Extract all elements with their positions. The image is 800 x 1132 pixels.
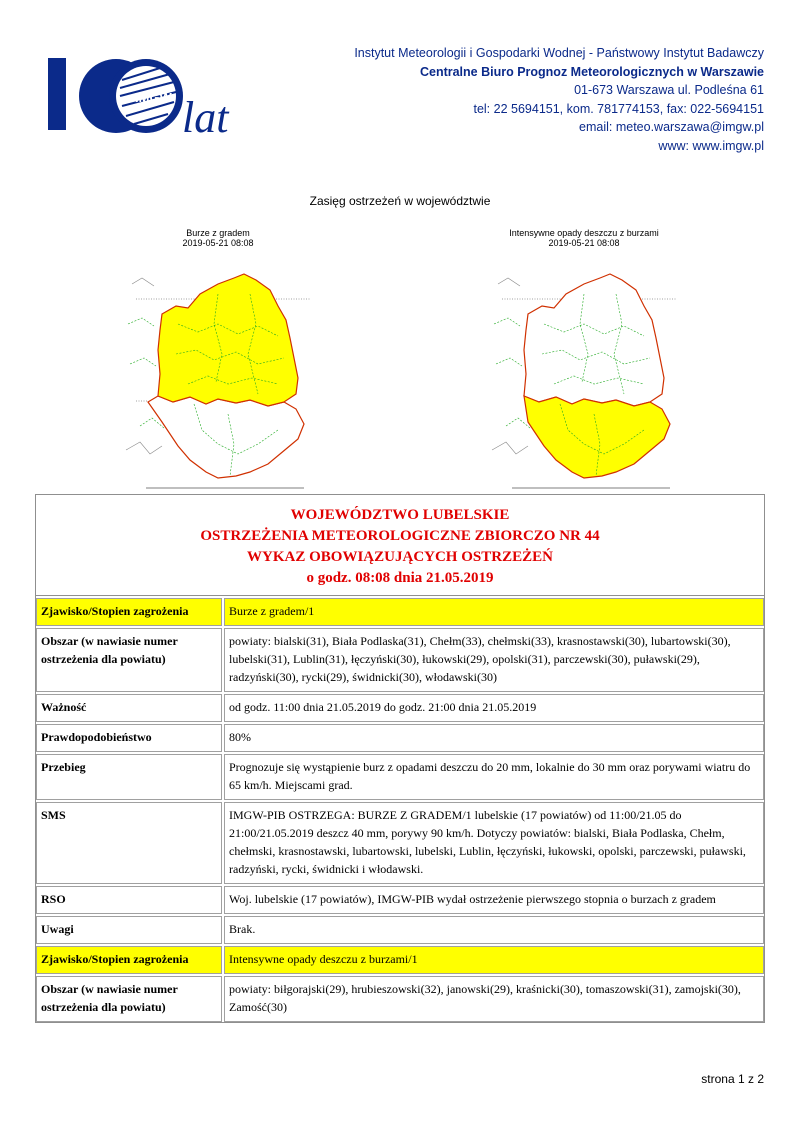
row-value: Brak.: [224, 916, 764, 944]
table-row-phenomenon: [36, 596, 764, 626]
map-heavy-rain: [484, 228, 684, 496]
svg-text:IMGW: IMGW: [135, 90, 172, 105]
heading-voivodeship: WOJEWÓDZTWO LUBELSKIE: [290, 507, 510, 523]
row-value: IMGW-PIB OSTRZEGA: BURZE Z GRADEM/1 lubelskie (17 powiatów) od 11:00/21.05 do 21:00/21.05.2019 deszcz 40 mm, porywy 90 km/h. Dotyczy powiatów: bialski, Biała Podlaska, Chełm, chełmski, krasnostawski, lubartowski, lubelski, Lublin, łęczyński, łukowski, opolski, parczewski, puławski, radzyński, rycki, świdnicki i włodawski.: [224, 802, 764, 884]
maps-title: Zasięg ostrzeżeń w województwie: [309, 194, 491, 208]
row-label: Zjawisko/Stopien zagrożenia: [36, 946, 222, 974]
table-heading: [36, 495, 764, 596]
svg-text:lat: lat: [182, 93, 229, 140]
heading-time: o godz. 08:08 dnia 21.05.2019: [306, 570, 494, 586]
table-row-area: [36, 974, 764, 1022]
heading-list-title: WYKAZ OBOWIĄZUJĄCYCH OSTRZEŻEŃ: [247, 549, 553, 565]
map-caption-name: Intensywne opady deszczu z burzami: [509, 228, 659, 238]
row-label: Obszar (w nawiasie numer ostrzeżenia dla powiatu): [36, 976, 222, 1022]
table-row-remarks: [36, 914, 764, 944]
table-row-area: [36, 626, 764, 692]
row-label: Przebieg: [36, 754, 222, 800]
map-caption-date: 2019-05-21 08:08: [182, 238, 254, 248]
row-value: powiaty: bialski(31), Biała Podlaska(31), Chełm(33), chełmski(33), krasnostawski(30), lubartowski(30), lubelski(31), Lublin(31), łęczyński(30), łukowski(29), opolski(31), parczewski(30), puławski(29), radzyński(30), rycki(29), świdnicki(30), włodawski(30): [224, 628, 764, 692]
row-label: Ważność: [36, 694, 222, 722]
map-caption-date: 2019-05-21 08:08: [548, 238, 620, 248]
map-thunderstorm-hail: [118, 228, 318, 496]
imgw-100-lat-logo: [42, 50, 252, 140]
table-row-course: [36, 752, 764, 800]
row-value: Burze z gradem/1: [224, 598, 764, 626]
row-value: od godz. 11:00 dnia 21.05.2019 do godz. 21:00 dnia 21.05.2019: [224, 694, 764, 722]
bureau-name: Centralne Biuro Prognoz Meteorologicznych w Warszawie: [419, 64, 764, 79]
warnings-table: [35, 494, 765, 1023]
row-value: 80%: [224, 724, 764, 752]
page-number: strona 1 z 2: [701, 1072, 764, 1086]
row-label: Obszar (w nawiasie numer ostrzeżenia dla powiatu): [36, 628, 222, 692]
row-value: Prognozuje się wystąpienie burz z opadami deszczu do 20 mm, lokalnie do 30 mm oraz porywami wiatru do 65 km/h. Miejscami grad.: [224, 754, 764, 800]
website-link[interactable]: www: www.imgw.pl: [658, 138, 764, 153]
row-label: RSO: [36, 886, 222, 914]
institute-name: Instytut Meteorologii i Gospodarki Wodnej - Państwowy Instytut Badawczy: [354, 46, 764, 60]
row-value: powiaty: biłgorajski(29), hrubieszowski(32), janowski(29), kraśnicki(30), tomaszowski(31), zamojski(30), Zamość(30): [224, 976, 764, 1022]
row-value: Intensywne opady deszczu z burzami/1: [224, 946, 764, 974]
row-label: Uwagi: [36, 916, 222, 944]
email-link[interactable]: email: meteo.warszawa@imgw.pl: [579, 120, 764, 134]
table-row-validity: [36, 692, 764, 722]
voivodeship-map-right: [484, 254, 684, 494]
map-caption-name: Burze z gradem: [186, 228, 250, 238]
phone: tel: 22 5694151, kom. 781774153, fax: 022-5694151: [473, 101, 764, 116]
address: 01-673 Warszawa ul. Podleśna 61: [574, 83, 764, 97]
row-label: Zjawisko/Stopien zagrożenia: [36, 598, 222, 626]
table-row-phenomenon: [36, 944, 764, 974]
institute-header: [354, 44, 764, 155]
row-label: SMS: [36, 802, 222, 884]
row-value: Woj. lubelskie (17 powiatów), IMGW-PIB wydał ostrzeżenie pierwszego stopnia o burzach z gradem: [224, 886, 764, 914]
row-label: Prawdopodobieństwo: [36, 724, 222, 752]
voivodeship-map-left: [118, 254, 318, 494]
heading-warning-number: OSTRZEŻENIA METEOROLOGICZNE ZBIORCZO NR 44: [200, 528, 600, 544]
table-row-sms: [36, 800, 764, 884]
table-row-rso: [36, 884, 764, 914]
table-row-probability: [36, 722, 764, 752]
